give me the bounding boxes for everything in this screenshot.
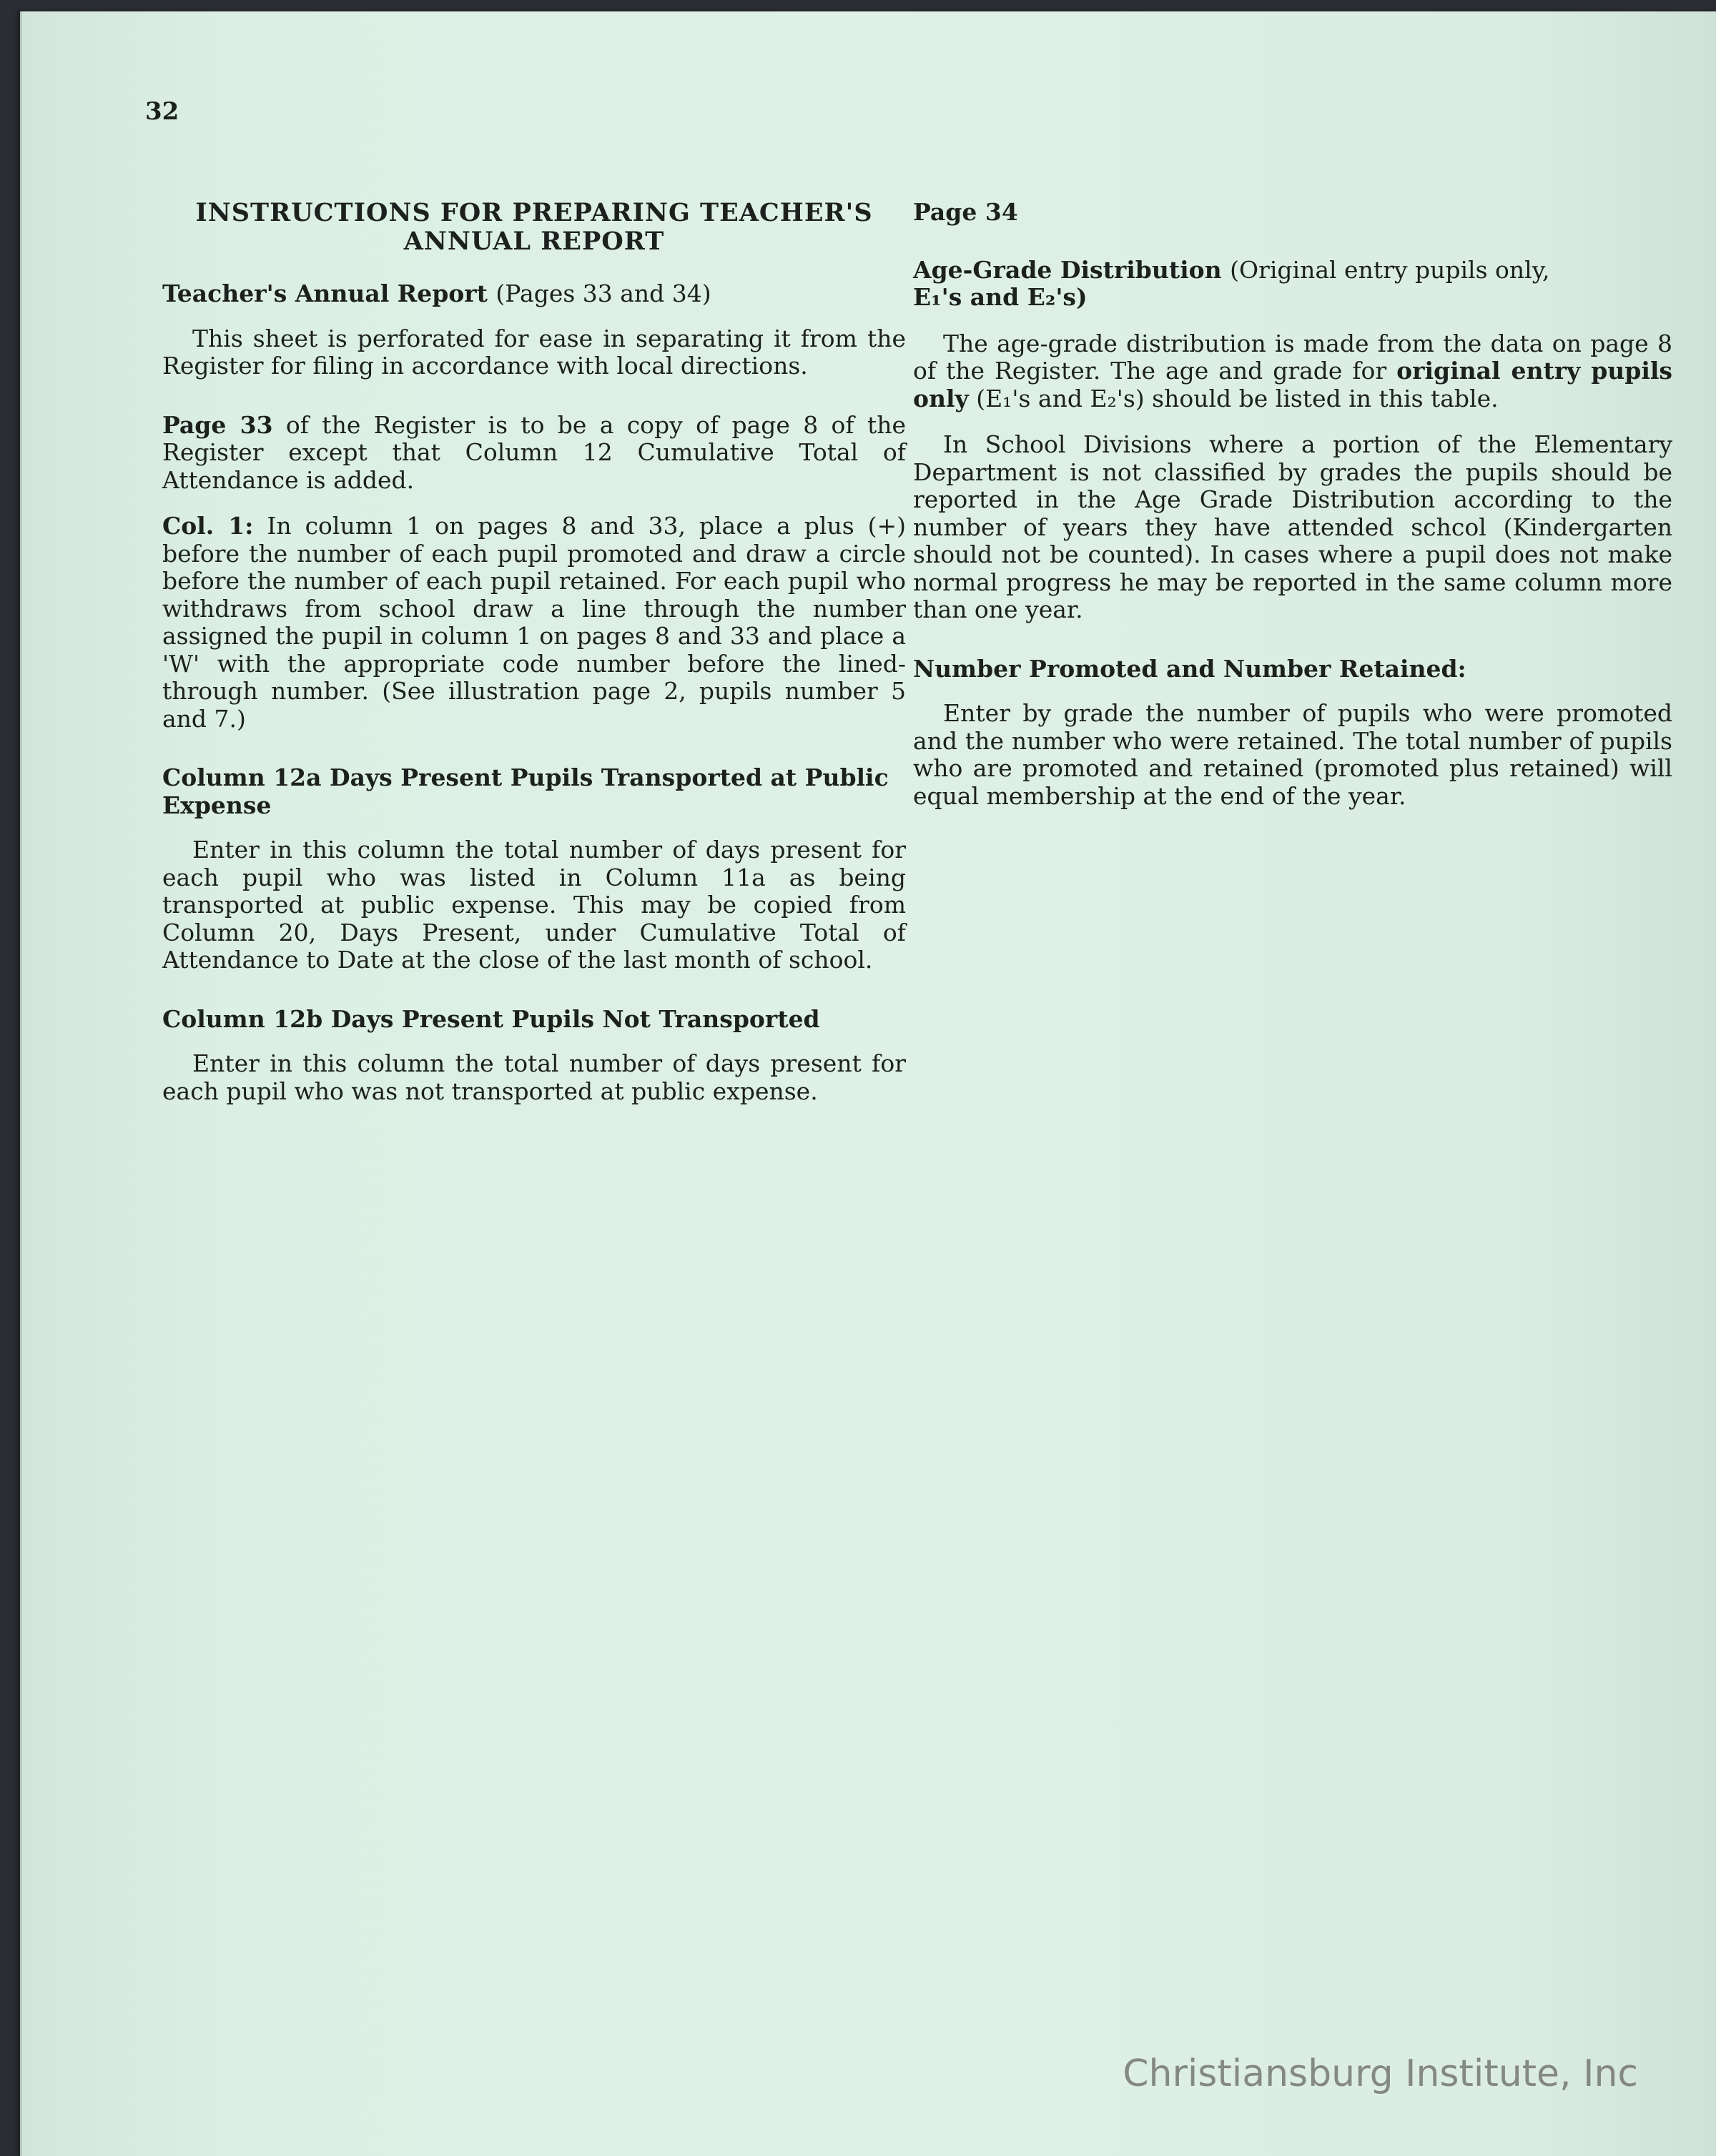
col1-label: Col. 1:: [162, 512, 254, 540]
promoted-retained-paragraph: Enter by grade the number of pupils who were promoted and the number who were retained. The total number of pupils who are promoted and retained (promoted plus retained) will equal membership at the end of the year.: [913, 699, 1672, 810]
age-grade-paragraph: [913, 330, 1672, 413]
age-grade-heading-bold: Age-Grade Distribution: [913, 255, 1222, 284]
promoted-retained-heading: Number Promoted and Number Retained:: [913, 654, 1466, 683]
teachers-report-heading-bold: Teacher's Annual Report: [162, 280, 488, 307]
age-grade-heading: [913, 257, 1672, 312]
divisions-paragraph: In School Divisions where a portion of the Elementary Department is not classified by grades the pupils should be reported in the Age Grade Distribution according to the number of years they have attended schcol (Kindergarten should not be counted). In cases where a pupil does not make normal progress he may be reported in the same column more than one year.: [913, 430, 1672, 623]
page33-paragraph: [162, 412, 906, 495]
col1-text: In column 1 on pages 8 and 33, place a plus (+) before the number of each pupil promoted and draw a circle before the number of each pupil retained. For each pupil who withdraws from school draw a line through the number assigned the pupil in column 1 on pages 8 and 33 and place a 'W' with the appropriate code number before the lined-through number. (See illustration page 2, pupils number 5 and 7.): [162, 512, 907, 733]
age-grade-heading-line2: E₁'s and E₂'s): [913, 283, 1088, 311]
age-grade-heading-rest: (Original entry pupils only,: [1230, 255, 1550, 284]
age-grade-bold-text: original entry pupils only: [913, 357, 1672, 412]
page34-heading: Page 34: [913, 198, 1018, 226]
document-page: [20, 11, 1716, 2156]
col12a-paragraph: Enter in this column the total number of days present for each pupil who was listed in Column 11a as being transported at public expense. This may be copied from Column 20, Days Present, under Cumulative Total of Attendance to Date at the close of the last month of school.: [162, 836, 906, 974]
col12b-heading: Column 12b Days Present Pupils Not Transported: [162, 1004, 820, 1033]
page-title: INSTRUCTIONS FOR PREPARING TEACHER'S ANNUAL REPORT: [195, 198, 873, 256]
teachers-report-paragraph: This sheet is perforated for ease in separating it from the Register for filing in accordance with local directions.: [162, 324, 906, 380]
teachers-report-heading: [162, 280, 906, 308]
page33-text: of the Register is to be a copy of page 8 of the Register except that Column 12 Cumulative Total of Attendance is added.: [162, 410, 906, 494]
teachers-report-heading-rest: (Pages 33 and 34): [495, 280, 711, 307]
age-grade-text-1: The age-grade distribution is made from the data on page 8 of the Register. The age and grade for: [913, 329, 1672, 385]
age-grade-text-2: (E₁'s and E₂'s) should be listed in this table.: [976, 384, 1499, 412]
col12a-heading: Column 12a Days Present Pupils Transported at Public Expense: [162, 763, 889, 819]
page-number: 32: [145, 97, 179, 126]
col1-paragraph: [162, 513, 906, 733]
right-column: [913, 199, 1672, 841]
left-column: [162, 199, 906, 1137]
page33-label: Page 33: [162, 410, 273, 439]
watermark: Christiansburg Institute, Inc: [1123, 2052, 1638, 2095]
col12b-paragraph: Enter in this column the total number of days present for each pupil who was not transported at public expense.: [162, 1049, 906, 1105]
